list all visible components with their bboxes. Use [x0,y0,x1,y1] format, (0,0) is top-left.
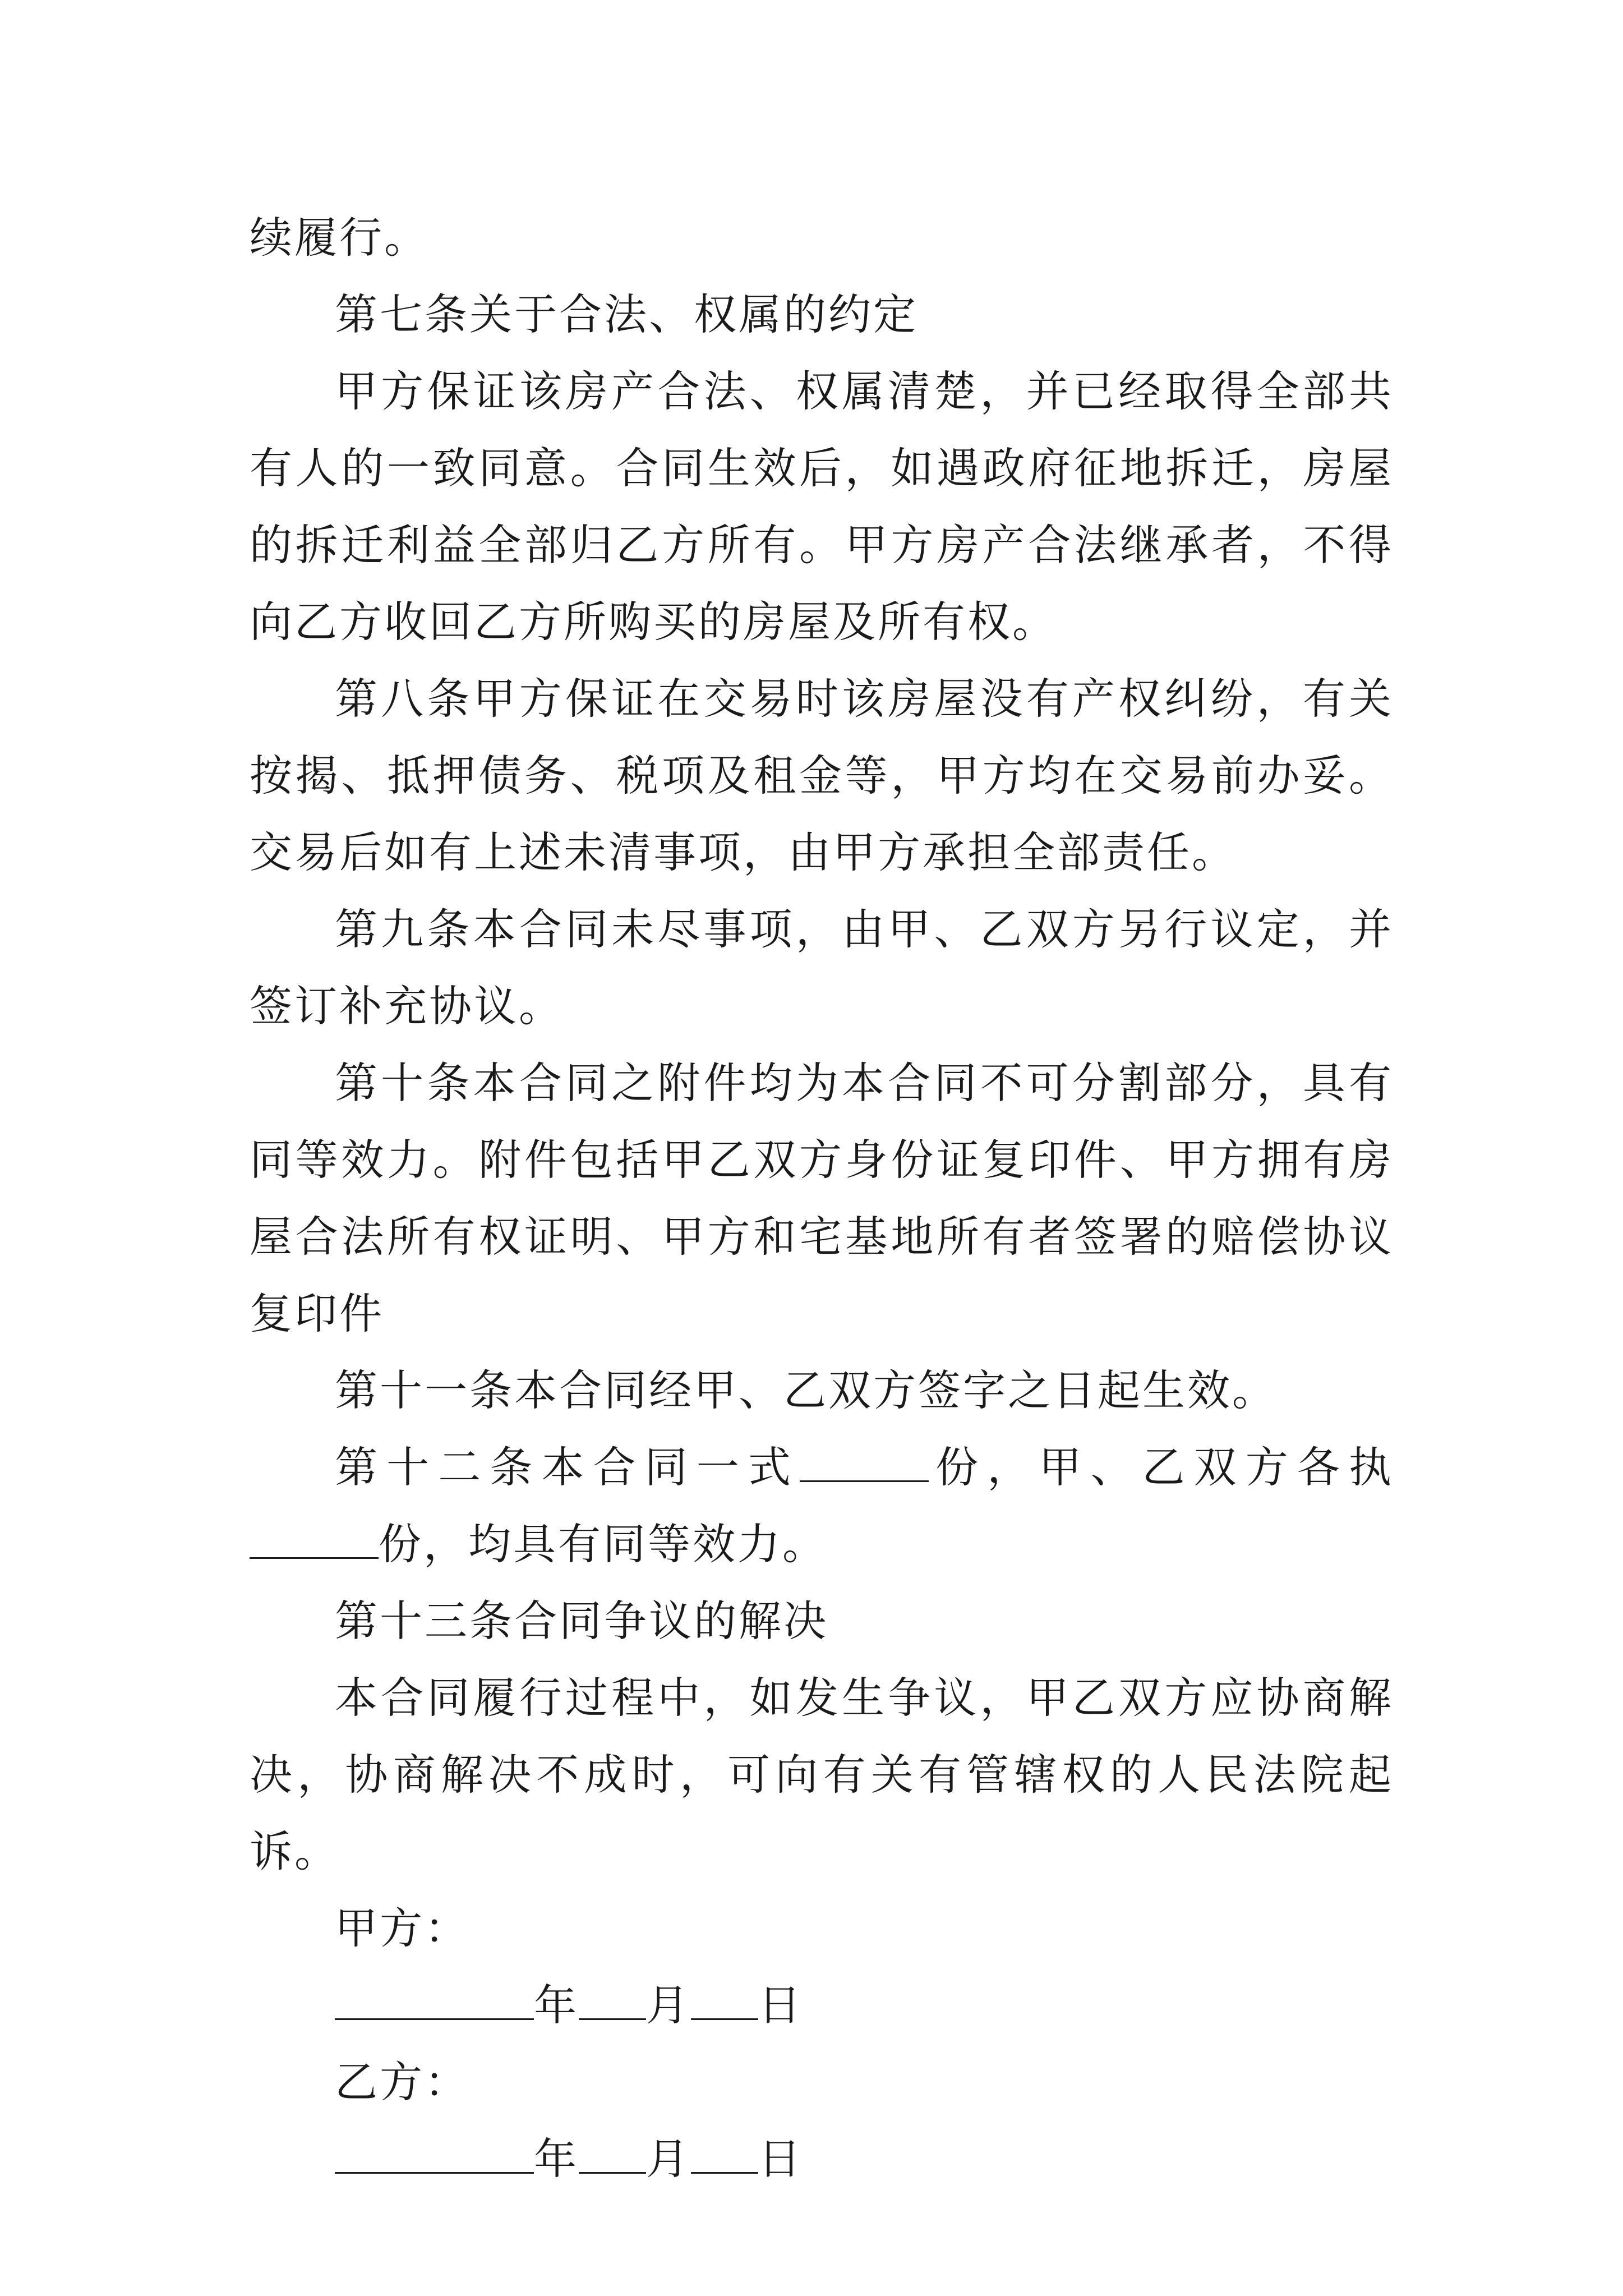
year-label: 年 [534,2134,579,2184]
article-12-part-3: 份，均具有同等效力。 [379,1519,827,1569]
paragraph-continuation: 续履行。 [250,213,429,263]
article-10: 第十条本合同之附件均为本合同不可分割部分，具有同等效力。附件包括甲乙双方身份证复印件、甲方拥有房屋合法所有权证明、甲方和宅基地所有者签署的赔偿协议复印件 [250,1058,1394,1338]
contract-body [250,199,1394,2197]
party-a-year-blank [335,1979,534,2020]
copies-total-blank [800,1441,929,1482]
party-b-day-blank [691,2133,758,2174]
article-9: 第九条本合同未尽事项，由甲、乙双方另行议定，并签订补充协议。 [250,904,1394,1031]
party-b-year-blank [335,2133,534,2174]
party-a-label: 甲方： [335,1903,469,1953]
copies-each-blank [250,1518,379,1559]
article-13-heading: 第十三条合同争议的解决 [335,1596,828,1646]
article-13-body: 本合同履行过程中，如发生争议，甲乙双方应协商解决，协商解决不成时，可向有关有管辖权的人民法院起诉。 [250,1673,1394,1876]
party-b-month-blank [579,2133,646,2174]
article-12-part-2: 份，甲、乙双方各执 [929,1442,1394,1492]
article-12 [250,1429,1394,1582]
article-7-heading: 第七条关于合法、权属的约定 [335,289,918,339]
party-a-month-blank [579,1979,646,2020]
article-8: 第八条甲方保证在交易时该房屋没有产权纠纷，有关按揭、抵押债务、税项及租金等，甲方均在交易前办妥。交易后如有上述未清事项，由甲方承担全部责任。 [250,674,1394,877]
month-label: 月 [646,2134,691,2184]
day-label: 日 [758,1980,803,2030]
party-b-date-line [250,2120,1394,2197]
article-11: 第十一条本合同经甲、乙双方签字之日起生效。 [335,1365,1277,1415]
day-label: 日 [758,2134,803,2184]
party-a-date-line [250,1967,1394,2044]
party-a-day-blank [691,1979,758,2020]
article-12-part-1: 第十二条本合同一式 [335,1442,800,1492]
party-b-label: 乙方： [335,2057,469,2107]
month-label: 月 [646,1980,691,2030]
year-label: 年 [534,1980,579,2030]
article-7-body: 甲方保证该房产合法、权属清楚，并已经取得全部共有人的一致同意。合同生效后，如遇政府征地拆迁，房屋的拆迁利益全部归乙方所有。甲方房产合法继承者，不得向乙方收回乙方所购买的房屋及所有权。 [250,366,1394,647]
